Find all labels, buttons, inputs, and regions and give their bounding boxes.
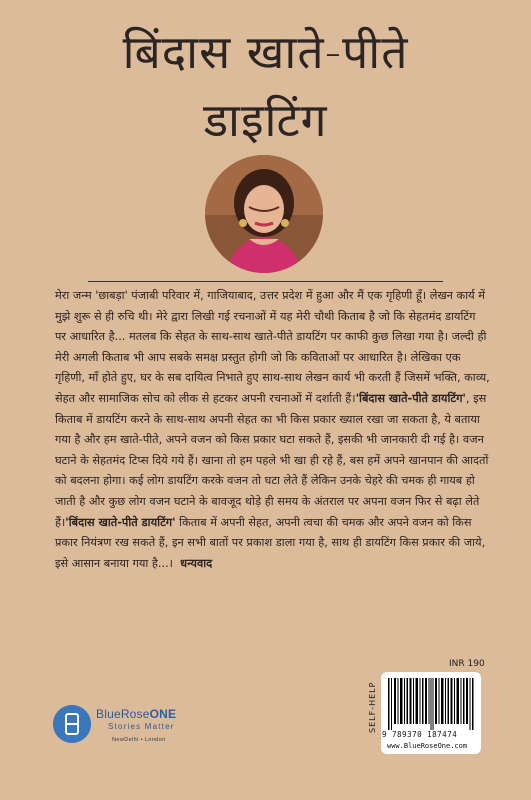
blurb-book-title-1: 'बिंदास खाते-पीते डायटिंग' (355, 391, 466, 405)
back-cover-blurb (55, 286, 490, 574)
bluerose-logo-icon (53, 705, 91, 743)
genre-label: SELF-HELP (368, 681, 377, 733)
publisher-tagline: Stories Matter (108, 722, 175, 731)
publisher-name-prefix: BlueRose (96, 707, 150, 721)
blurb-paragraph-2: , इस किताब में डायटिंग करने के साथ-साथ अपनी सेहत का भी किस प्रकार ख्याल रखा जा सकता है, ये बताया गया है और हम खाते-पीते, अपने वजन को किस प्रकार घटा सकते हैं, इसकी भी जानकारी दी गई है। वजन घटाने के सेहतमंद टिप्स दिये गये हैं। खाना तो हम पहले भी खा ही रहे हैं, बस हमें अपने खानपान की आदतों को बदलना होगा। कई लोग डायटिंग करके वजन तो घटा लेते हैं लेकिन उनके चेहरे की चमक ही गायब हो जाती है और कुछ लोग वजन घटाने के बावजूद थोड़े ही समय के अंतराल पर अपना वजन फिर से बढ़ा लेते हैं। (55, 391, 489, 529)
publisher-name (96, 707, 176, 721)
publisher-website: www.BlueRoseOne.com (387, 742, 468, 750)
blurb-thanks: धन्यवाद (180, 556, 213, 570)
price-label: INR 190 (449, 659, 485, 669)
publisher-name-suffix: ONE (149, 707, 177, 721)
blurb-book-title-2: 'बिंदास खाते-पीते डायटिंग' (65, 515, 176, 529)
publisher-cities: NewDelhi • London (112, 737, 166, 743)
author-photo (205, 155, 323, 273)
book-title-line-2: डाइटिंग (203, 93, 328, 147)
isbn-number: 9 789370 187474 (382, 730, 458, 739)
blurb-paragraph-3: किताब में अपनी सेहत, अपनी त्वचा की चमक और अपने वजन को किस प्रकार नियंत्रण रख सकते हैं, इन सभी बातों पर प्रकाश डाला गया है, साथ ही डायटिंग किस प्रकार की जाये, इसे आसान बनाया गया है...। (55, 515, 486, 570)
book-title-line-1: बिंदास खाते-पीते (122, 25, 409, 79)
divider (88, 281, 443, 282)
blurb-paragraph-1: मेरा जन्म 'छाबड़ा' पंजाबी परिवार में, गाजियाबाद, उत्तर प्रदेश में हुआ और मैं एक गृहिणी हूँ। लेखन कार्य में मुझे शुरू से ही रुचि थी। मेरे द्वारा लिखी गई रचनाओं में यह मेरी चौथी किताब है जो कि सेहतमंद डायटिंग पर आधारित है... मतलब कि सेहत के साथ-साथ खाते-पीते डायटिंग पर काफी कुछ लिखा गया है। जल्दी ही मेरी अगली किताब भी आप सबके समक्ष प्रस्तुत होगी जो कि कविताओं पर आधारित है। लेखिका एक गृहिणी, माँ होते हुए, घर के सब दायित्व निभाते हुए साथ-साथ लेखन कार्य भी करती हैं जिसमें भक्ति, काव्य, सेहत और सामाजिक सोच को लीक से हटकर अपनी रचनाओं में दर्शाती हैं। (55, 289, 490, 405)
